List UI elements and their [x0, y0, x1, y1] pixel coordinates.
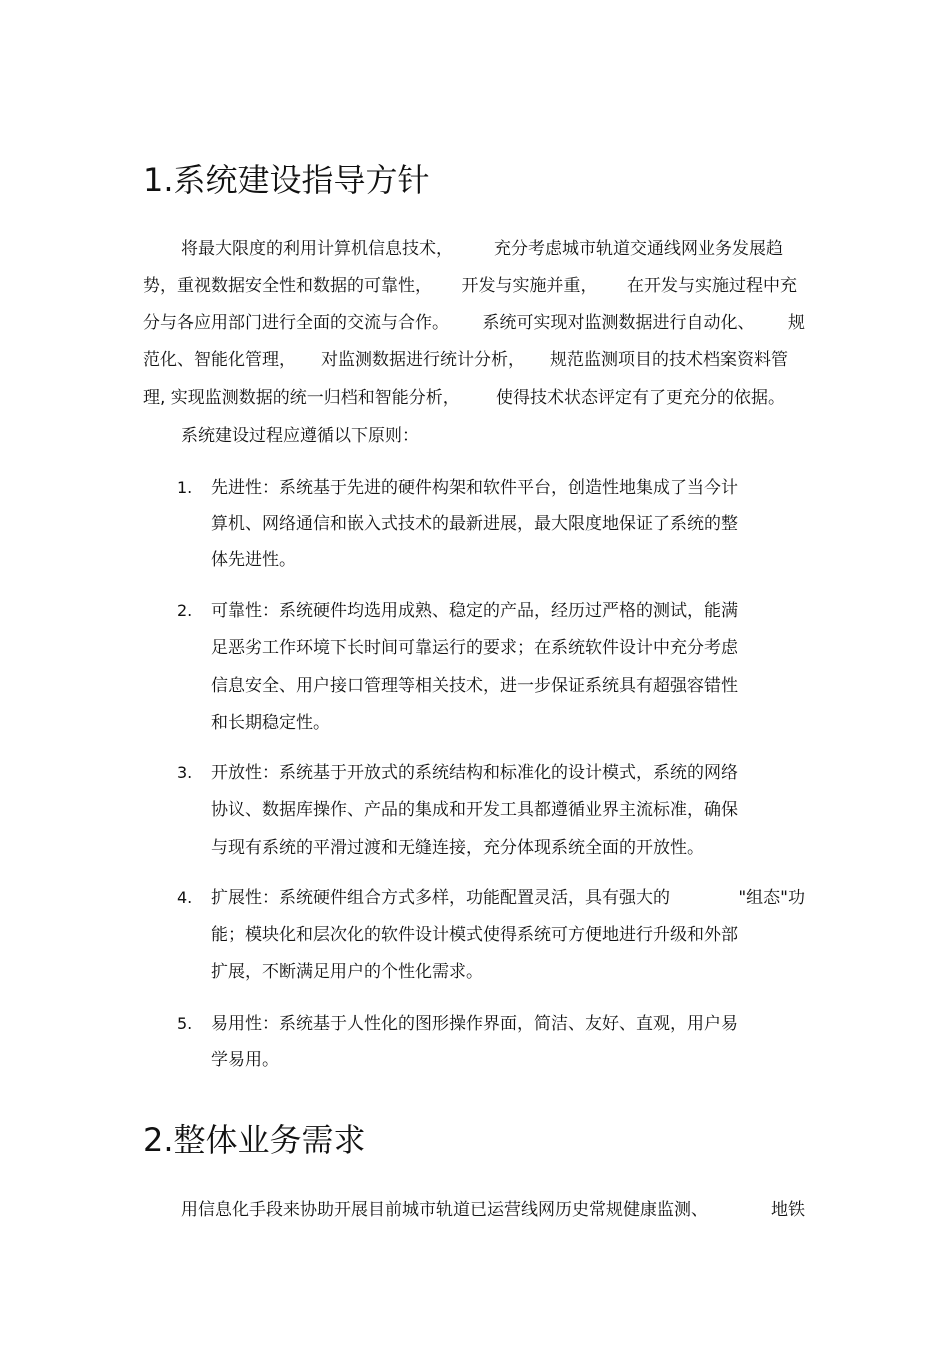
section-heading-1: 1.系统建设指导方针 [143, 161, 430, 199]
list-item-line: 信息安全、用户接口管理等相关技术，进一步保证系统具有超强容错性 [211, 676, 738, 696]
list-item-line: 可靠性：系统硬件均选用成熟、稳定的产品，经历过严格的测试，能满 [211, 601, 738, 621]
text-segment: 开发与实施并重， [461, 276, 598, 296]
paragraph-line [181, 1198, 805, 1222]
section-heading-2: 2.整体业务需求 [143, 1121, 366, 1159]
list-item-line: 体先进性。 [211, 550, 296, 570]
list-item-line: 协议、数据库操作、产品的集成和开发工具都遵循业界主流标准，确保 [211, 800, 738, 820]
list-item-line: 足恶劣工作环境下长时间可靠运行的要求；在系统软件设计中充分考虑 [211, 638, 738, 658]
list-number: 5. [177, 1014, 193, 1033]
text-segment: 充分考虑城市轨道交通线网业务发展趋 [494, 239, 783, 259]
list-item-line: 学易用。 [211, 1050, 279, 1070]
list-number: 1. [177, 478, 193, 497]
text-segment: 势，重视数据安全性和数据的可靠性， [143, 276, 432, 296]
list-number: 4. [177, 888, 193, 907]
text-segment: 地铁 [771, 1200, 805, 1220]
text-segment: 使得技术状态评定有了更充分的依据。 [496, 388, 785, 408]
text-segment: 分与各应用部门进行全面的交流与合作。 [143, 313, 449, 333]
text-segment: 在开发与实施过程中充 [627, 276, 797, 296]
list-item-line: 易用性：系统基于人性化的图形操作界面，简洁、友好、直观，用户易 [211, 1014, 738, 1034]
paragraph-line [143, 348, 788, 372]
list-item-line: 扩展，不断满足用户的个性化需求。 [211, 962, 483, 982]
list-number: 3. [177, 763, 193, 782]
list-number: 2. [177, 601, 193, 620]
list-item-line [211, 886, 805, 910]
paragraph-line [143, 274, 797, 298]
text-segment: 范化、智能化管理， [143, 350, 296, 370]
text-segment: 理, 实现监测数据的统一归档和智能分析， [143, 388, 460, 408]
list-item-line: 和长期稳定性。 [211, 713, 330, 733]
paragraph-line [143, 311, 805, 335]
text-segment: 系统可实现对监测数据进行自动化、 [482, 313, 755, 333]
list-item-line: 先进性：系统基于先进的硬件构架和软件平台，创造性地集成了当今计 [211, 478, 738, 498]
text-segment: 规范监测项目的技术档案资料管 [550, 350, 788, 370]
list-item-line: 开放性：系统基于开放式的系统结构和标准化的设计模式，系统的网络 [211, 763, 738, 783]
text-segment: "组态"功 [738, 888, 805, 908]
text-segment: 用信息化手段来协助开展目前城市轨道已运营线网历史常规健康监测、 [181, 1200, 708, 1220]
list-item-line: 能；模块化和层次化的软件设计模式使得系统可方便地进行升级和外部 [211, 925, 738, 945]
list-item-line: 与现有系统的平滑过渡和无缝连接，充分体现系统全面的开放性。 [211, 838, 704, 858]
paragraph-line: 系统建设过程应遵循以下原则： [181, 426, 419, 446]
text-segment: 规 [788, 313, 805, 333]
text-segment: 将最大限度的利用计算机信息技术， [181, 239, 453, 259]
paragraph-line [181, 237, 783, 261]
text-segment: 扩展性：系统硬件组合方式多样，功能配置灵活，具有强大的 [211, 888, 670, 908]
text-segment: 对监测数据进行统计分析， [321, 350, 525, 370]
paragraph-line [143, 386, 785, 410]
list-item-line: 算机、网络通信和嵌入式技术的最新进展，最大限度地保证了系统的整 [211, 514, 738, 534]
